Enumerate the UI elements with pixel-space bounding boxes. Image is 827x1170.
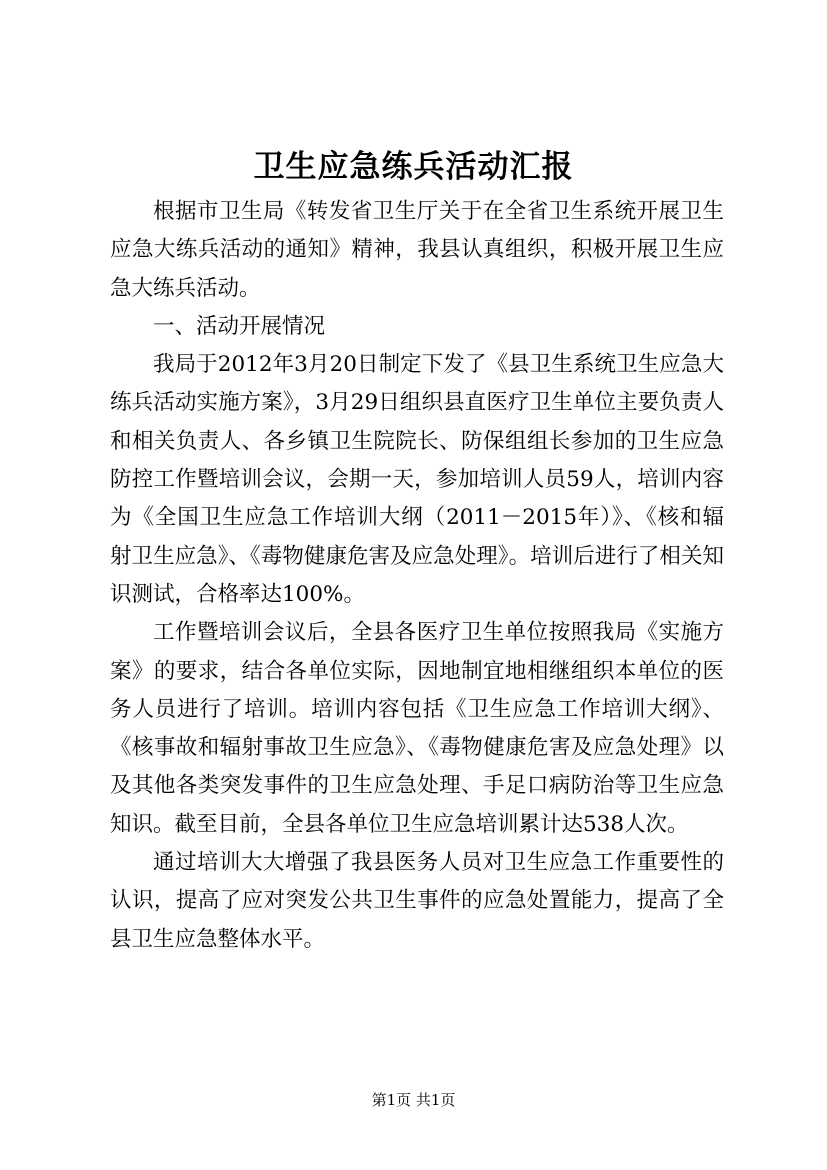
paragraph-results: 通过培训大大增强了我县医务人员对卫生应急工作重要性的认识，提高了应对突发公共卫生事件的应急处置能力，提高了全县卫生应急整体水平。 [110, 850, 724, 952]
document-body [110, 193, 724, 959]
paragraph-unit-training: 工作暨培训会议后，全县各医疗卫生单位按照我局《实施方案》的要求，结合各单位实际，因地制宜地相继组织本单位的医务人员进行了培训。培训内容包括《卫生应急工作培训大纲》、《核事故和辐射事故卫生应急》、《毒物健康危害及应急处理》以及其他各类突发事件的卫生应急处理、手足口病防治等卫生应急知识。截至目前，全县各单位卫生应急培训累计达538人次。 [110, 620, 724, 837]
section-heading-activities: 一、活动开展情况 [153, 313, 326, 339]
paragraph-intro: 根据市卫生局《转发省卫生厅关于在全省卫生系统开展卫生应急大练兵活动的通知》精神，我县认真组织，积极开展卫生应急大练兵活动。 [110, 199, 724, 301]
paragraph-training-meeting: 我局于2012年3月20日制定下发了《县卫生系统卫生应急大练兵活动实施方案》，3月29日组织县直医疗卫生单位主要负责人和相关负责人、各乡镇卫生院院长、防保组组长参加的卫生应急防控工作暨培训会议，会期一天，参加培训人员59人，培训内容为《全国卫生应急工作培训大纲（2011－2015年）》、《核和辐射卫生应急》、《毒物健康危害及应急处理》。培训后进行了相关知识测试，合格率达100%。 [110, 352, 724, 607]
document-title: 卫生应急练兵活动汇报 [253, 149, 574, 185]
page-number-footer: 第1页 共1页 [371, 1091, 456, 1109]
